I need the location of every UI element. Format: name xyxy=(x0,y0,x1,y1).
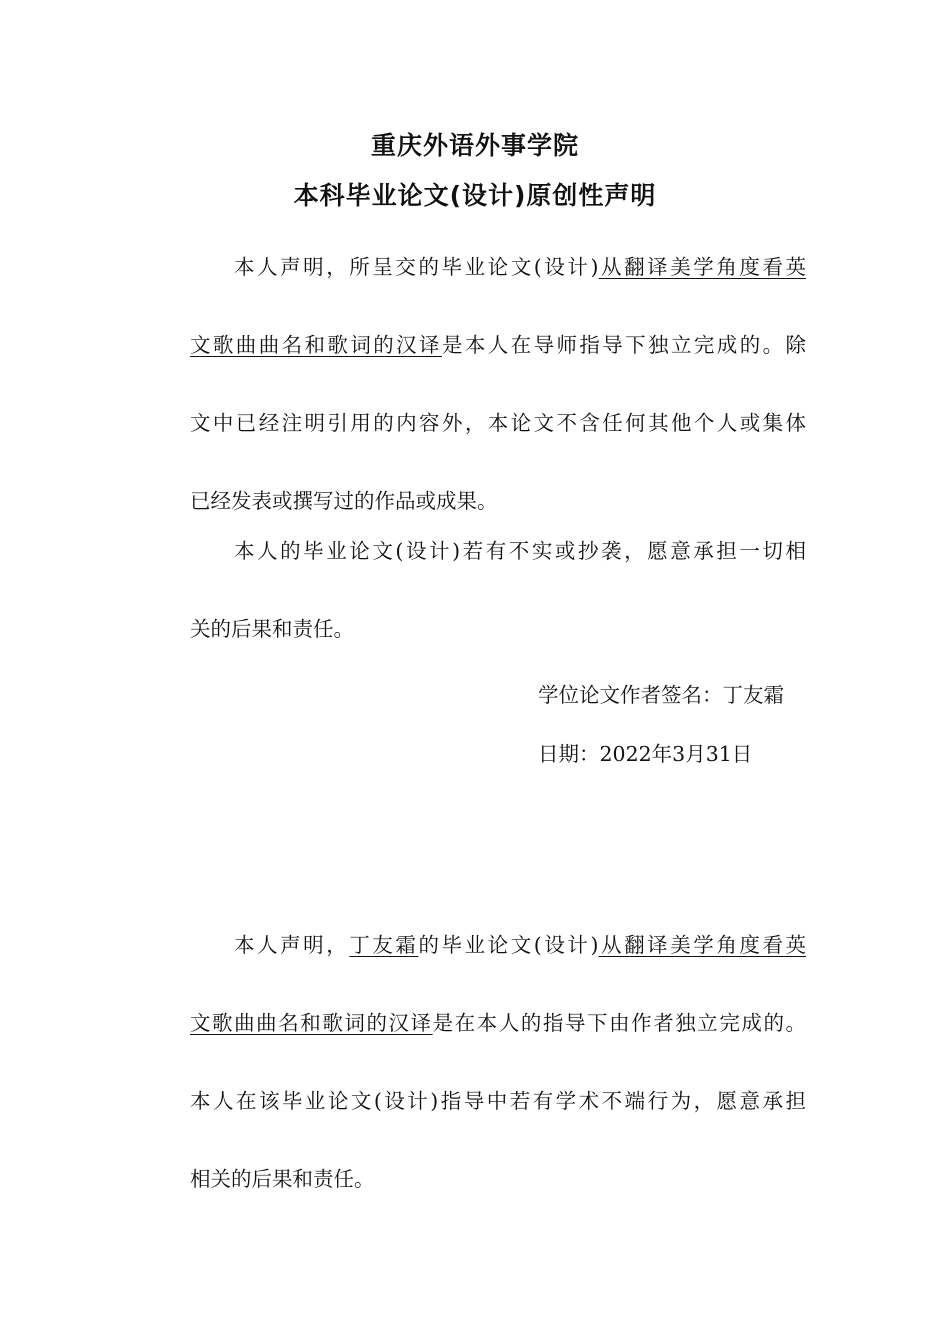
paragraph-line: 本人的毕业论文(设计)若有不实或抄袭，愿意承担一切相 xyxy=(234,539,806,563)
paragraph-line xyxy=(190,984,806,1062)
signature-date: 日期：2022年3月31日 xyxy=(538,742,753,766)
declaration-text: 是在本人的指导下由作者独立完成的。 xyxy=(432,1011,807,1035)
paragraph-line: 关的后果和责任。 xyxy=(190,617,354,641)
thesis-title-underlined: 文歌曲曲名和歌词的汉译 xyxy=(190,1011,433,1035)
thesis-title-underlined: 从翻译美学角度看英 xyxy=(598,933,807,957)
paragraph-line xyxy=(190,906,806,984)
declaration-text: 本人声明，所呈交的毕业论文(设计) xyxy=(234,255,599,279)
paragraph-line: 文中已经注明引用的内容外，本论文不含任何其他个人或集体 xyxy=(190,411,806,435)
paragraph-line: 已经发表或撰写过的作品或成果。 xyxy=(190,489,498,513)
originality-declaration-paragraph xyxy=(190,228,806,540)
plagiarism-responsibility-paragraph xyxy=(190,512,806,668)
declaration-text: 是本人在导师指导下独立完成的。除 xyxy=(441,333,807,357)
declaration-text: 的毕业论文(设计) xyxy=(418,933,599,957)
document-title-school: 重庆外语外事学院 xyxy=(370,131,579,160)
thesis-title-underlined: 从翻译美学角度看英 xyxy=(598,255,807,279)
paragraph-line xyxy=(190,306,806,384)
paragraph-line: 本人在该毕业论文(设计)指导中若有学术不端行为，愿意承担 xyxy=(190,1089,806,1113)
advisor-declaration-paragraph xyxy=(190,906,806,1218)
paragraph-line: 相关的后果和责任。 xyxy=(190,1167,375,1191)
document-title-declaration: 本科毕业论文(设计)原创性声明 xyxy=(293,181,657,210)
thesis-title-underlined: 文歌曲曲名和歌词的汉译 xyxy=(190,333,442,357)
author-signature: 学位论文作者签名：丁友霜 xyxy=(538,683,784,707)
author-name-underlined: 丁友霜 xyxy=(349,933,419,957)
paragraph-line xyxy=(190,228,806,306)
declaration-text: 本人声明， xyxy=(234,933,350,957)
